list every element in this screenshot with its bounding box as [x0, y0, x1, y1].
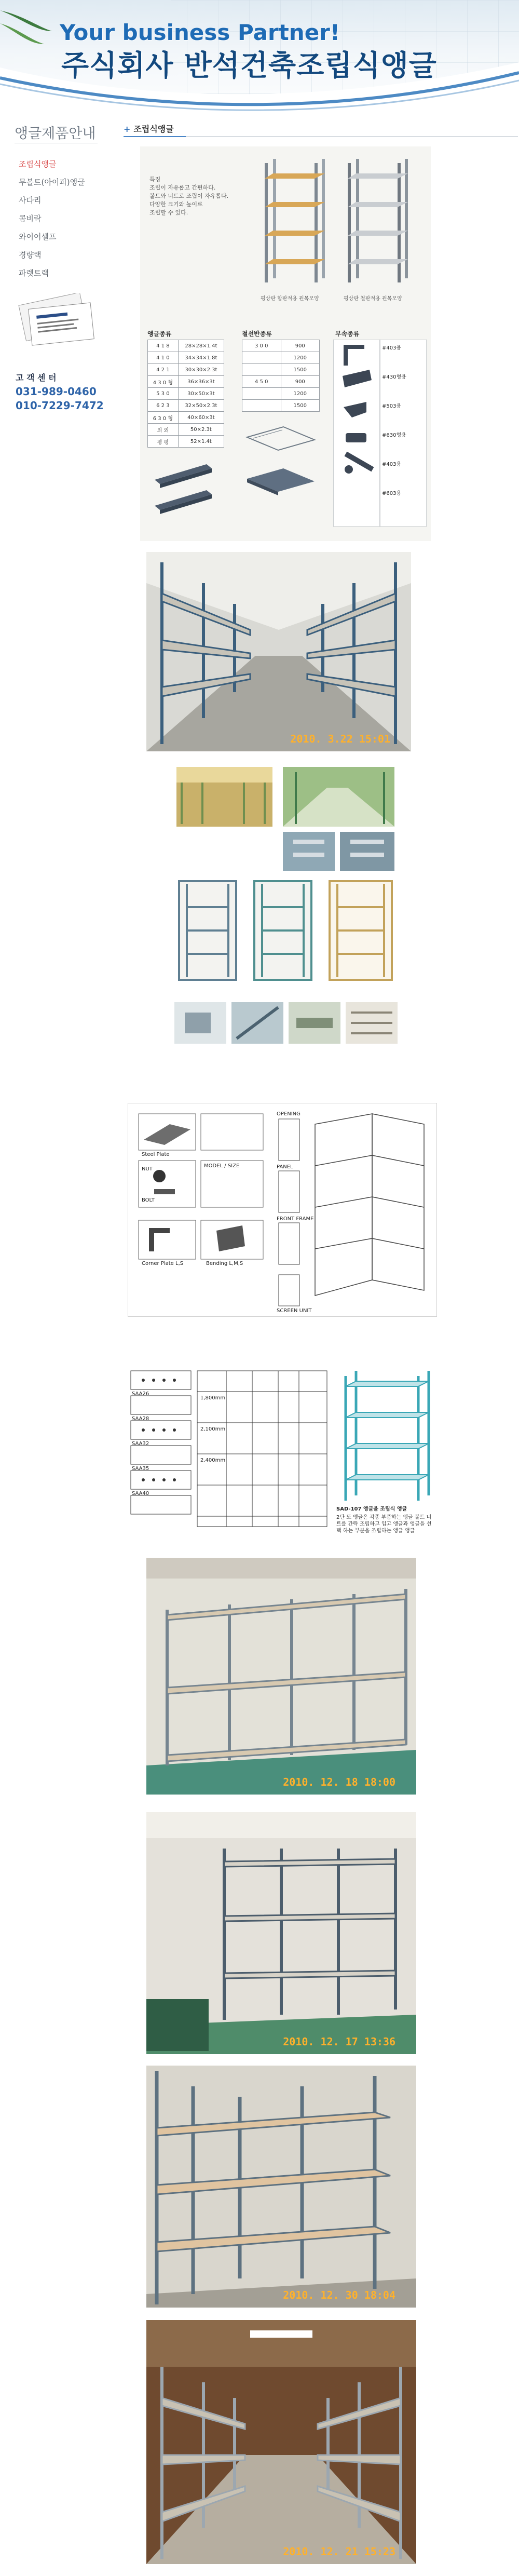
plate-width-cell: 4 5 0 [242, 376, 281, 388]
angle-spec-table [147, 340, 224, 448]
sidebar-item-wire-shelf[interactable]: 와이어셀프 [19, 232, 57, 241]
warehouse-shelving-photo-2 [146, 1558, 416, 1795]
plate-row [242, 340, 320, 352]
photo-3-date-stamp: 2010. 12. 17 13:36 [283, 2035, 395, 2048]
angle-code-cell: 5 3 0 [148, 388, 179, 400]
part-label-5: #403용 [382, 462, 402, 467]
angle-size-cell: 30×30×2.3t [178, 364, 224, 376]
caption-wood-shelf: 평상판 합판적용 원목모양 [261, 296, 319, 302]
bullet-icon: + [124, 124, 131, 134]
sidebar-title: 앵글제품안내 [15, 126, 96, 142]
code-saa26: SAA26 [132, 1391, 149, 1397]
angle-row [148, 436, 224, 448]
size-2100: 2,100mm [200, 1426, 226, 1432]
customer-center-label: 고 객 센 터 [16, 373, 57, 383]
shelf-illustrations [253, 158, 419, 293]
shelf-wood-illustration [265, 159, 325, 282]
part-label-1: #403용 [382, 345, 402, 351]
code-saa32: SAA32 [132, 1441, 149, 1447]
content-title-divider [124, 136, 518, 137]
feature-1: 조립이 자유롭고 간편하다. [149, 184, 216, 191]
sidebar-item-assembly-angle[interactable]: 조립식앵글 [19, 159, 57, 169]
plate-width-cell [242, 400, 281, 412]
plate-illustrations [242, 422, 320, 505]
feature-2: 볼트와 너트로 조립이 자유롭다. [149, 193, 229, 199]
angle-row [148, 424, 224, 436]
code-saa35: SAA35 [132, 1466, 149, 1472]
angle-code-cell: 4 3 0 형 [148, 376, 179, 388]
photo-2-date-stamp: 2010. 12. 18 18:00 [283, 1776, 395, 1788]
plate-table-title: 철선반종류 [242, 330, 272, 338]
plate-length-cell: 1200 [281, 352, 320, 364]
model-header: MODEL / SIZE [204, 1163, 240, 1169]
model-header-size: SIZE [227, 1163, 240, 1169]
plate-width-cell [242, 364, 281, 376]
business-cards-image [17, 293, 100, 352]
content-title-text: 조립식앵글 [133, 124, 174, 134]
features-block [149, 176, 243, 217]
warehouse-shelving-photo-4 [146, 2066, 416, 2308]
plate-row [242, 352, 320, 364]
angle-code-cell: 4 1 8 [148, 340, 179, 352]
sidebar-nav [19, 155, 112, 282]
content-title [124, 123, 174, 134]
blue-shelf-note: 2단 또 앵글은 각종 부품하는 앵글 볼트 너트를 간략 조립하고 입고 앵글과 앵글을 선택 하는 부분을 조립하는 앵글 앵글 [336, 1515, 432, 1534]
label-opening: OPENING [277, 1111, 301, 1117]
plate-width-cell: 3 0 0 [242, 340, 281, 352]
angle-row [148, 340, 224, 352]
angle-size-cell: 36×36×3t [178, 376, 224, 388]
plate-width-cell [242, 388, 281, 400]
size-1800: 1,800mm [200, 1395, 226, 1401]
angle-code-cell: 외 외 [148, 424, 179, 436]
plate-length-cell: 1500 [281, 400, 320, 412]
plate-row [242, 364, 320, 376]
plate-length-cell: 1500 [281, 364, 320, 376]
part-label-2: #430형용 [382, 374, 406, 380]
plate-width-cell [242, 352, 281, 364]
product-collage-image [171, 762, 400, 995]
exploded-diagram-image [128, 1103, 437, 1317]
warehouse-shelving-photo-5 [146, 2320, 416, 2564]
angle-code-cell: 평 평 [148, 436, 179, 448]
angle-sizes-diagram-image [128, 1366, 437, 1543]
angle-row [148, 376, 224, 388]
spec-sheet-image [140, 146, 431, 541]
plate-length-cell: 900 [281, 376, 320, 388]
parts-photo-row [174, 1002, 398, 1049]
part-label-steel-plate: Steel Plate [142, 1152, 170, 1157]
label-screen-unit: SCREEN UNIT [277, 1308, 312, 1314]
part-label-bending: Bending L,M,S [206, 1261, 243, 1266]
photo-4-date-stamp: 2010. 12. 30 18:04 [283, 2289, 395, 2301]
size-2400: 2,400mm [200, 1458, 226, 1463]
sidebar-item-boltless-angle[interactable]: 무볼트(아이피)앵글 [19, 178, 85, 187]
angle-code-cell: 6 2 3 [148, 400, 179, 412]
header-tagline: Your business Partner! [60, 20, 340, 45]
part-label-3: #503용 [382, 403, 402, 409]
plate-row [242, 388, 320, 400]
header-banner [0, 0, 519, 122]
sidebar-item-ladder[interactable]: 사다리 [19, 196, 42, 205]
angle-size-cell: 34×34×1.8t [178, 352, 224, 364]
angle-row [148, 388, 224, 400]
company-name: 주식회사 반석건축조립식앵글 [61, 49, 437, 82]
part-label-6: #603용 [382, 491, 402, 496]
plate-row [242, 376, 320, 388]
angle-size-cell: 40×60×3t [178, 412, 224, 424]
angle-size-cell: 28×28×1.4t [178, 340, 224, 352]
plate-length-cell: 900 [281, 340, 320, 352]
part-label-4: #630형용 [382, 433, 406, 438]
photo-1-date-stamp: 2010. 3.22 15:01 [290, 733, 390, 745]
parts-list [382, 345, 426, 519]
phone-number-1[interactable]: 031-989-0460 [16, 385, 97, 398]
warehouse-shelving-photo-3 [146, 1812, 416, 2054]
angle-size-cell: 32×50×2.3t [178, 400, 224, 412]
angle-row [148, 412, 224, 424]
angle-row [148, 352, 224, 364]
phone-number-2[interactable]: 010-7229-7472 [16, 399, 104, 412]
plate-row [242, 400, 320, 412]
angle-code-cell: 4 2 1 [148, 364, 179, 376]
angle-size-cell: 30×50×3t [178, 388, 224, 400]
sidebar-item-combi-rack[interactable]: 콤비락 [19, 214, 42, 223]
caption-steel-shelf: 평상판 철판적용 원목모양 [344, 296, 402, 302]
sidebar-item-light-rack[interactable]: 경량랙 [19, 250, 42, 260]
photo-5-date-stamp: 2010. 12. 21 15:23 [283, 2545, 395, 2558]
warehouse-shelving-photo-1 [146, 552, 411, 751]
parts-table-title: 부속종류 [335, 330, 360, 338]
angle-code-cell: 4 1 0 [148, 352, 179, 364]
sidebar-item-pallet-rack[interactable]: 파렛트랙 [19, 268, 49, 278]
code-saa28: SAA28 [132, 1416, 149, 1422]
angle-size-cell: 50×2.3t [178, 424, 224, 436]
plate-length-cell: 1200 [281, 388, 320, 400]
shelf-steel-illustration [348, 159, 408, 282]
label-front-frame: FRONT FRAME [277, 1216, 314, 1222]
angle-profile-illustrations [155, 464, 222, 521]
angle-row [148, 400, 224, 412]
angle-table-title: 앵글종류 [147, 330, 172, 338]
features-title: 특징 [149, 176, 161, 183]
blue-shelf-caption: SAD-107 앵글을 조립식 앵글 [336, 1506, 407, 1512]
angle-row [148, 364, 224, 376]
model-header-model: MODEL [204, 1163, 223, 1169]
feature-4: 조립할 수 있다. [149, 209, 188, 216]
label-panel: PANEL [277, 1164, 293, 1170]
angle-code-cell: 6 3 0 형 [148, 412, 179, 424]
sidebar [0, 122, 117, 485]
code-saa40: SAA40 [132, 1491, 149, 1496]
plate-spec-table [242, 340, 320, 412]
part-label-bolt: BOLT [142, 1197, 155, 1203]
angle-size-cell: 52×1.4t [178, 436, 224, 448]
part-label-corner-plate: Corner Plate L,S [142, 1261, 184, 1266]
part-label-nut: NUT [142, 1166, 153, 1172]
feature-3: 다양한 크기와 높이로 [149, 201, 203, 208]
